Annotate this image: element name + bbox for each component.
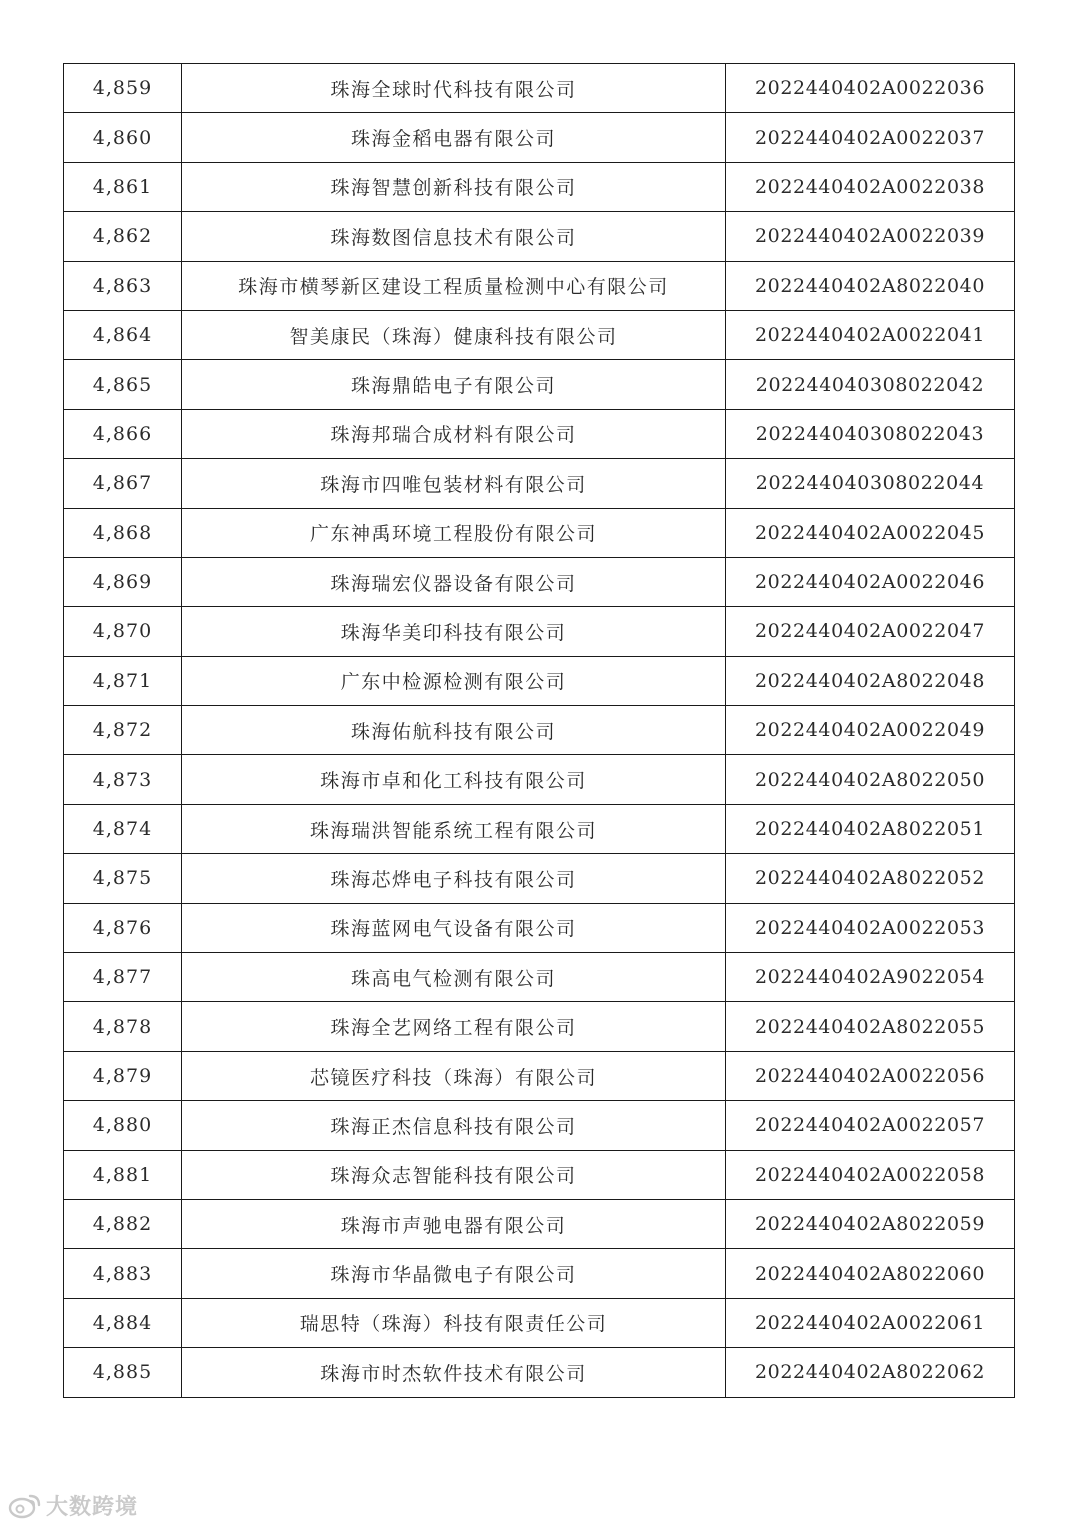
registration-code-cell: 2022440402A8022050 [726, 755, 1015, 804]
table-row [64, 854, 1015, 903]
watermark [8, 1490, 138, 1521]
registration-code-cell: 2022440402A0022057 [726, 1101, 1015, 1150]
company-name-cell: 珠海市卓和化工科技有限公司 [182, 755, 726, 804]
row-number-cell: 4,879 [64, 1051, 182, 1100]
company-name-cell: 珠海市横琴新区建设工程质量检测中心有限公司 [182, 261, 726, 310]
registration-code-cell: 2022440402A9022054 [726, 953, 1015, 1002]
company-name-cell: 珠海金稻电器有限公司 [182, 113, 726, 162]
company-name-cell: 广东中检源检测有限公司 [182, 656, 726, 705]
table-row [64, 508, 1015, 557]
row-number-cell: 4,885 [64, 1348, 182, 1397]
company-name-cell: 珠海市时杰软件技术有限公司 [182, 1348, 726, 1397]
row-number-cell: 4,863 [64, 261, 182, 310]
table-row [64, 1002, 1015, 1051]
company-name-cell: 珠海全艺网络工程有限公司 [182, 1002, 726, 1051]
row-number-cell: 4,880 [64, 1101, 182, 1150]
company-name-cell: 珠海鼎皓电子有限公司 [182, 360, 726, 409]
company-name-cell: 珠海蓝网电气设备有限公司 [182, 903, 726, 952]
registration-code-cell: 2022440402A0022053 [726, 903, 1015, 952]
table-row [64, 360, 1015, 409]
table-row [64, 261, 1015, 310]
weibo-logo-icon [8, 1493, 42, 1519]
registration-code-cell: 2022440402A8022040 [726, 261, 1015, 310]
registration-code-cell: 2022440402A0022041 [726, 310, 1015, 359]
table-row [64, 706, 1015, 755]
company-name-cell: 珠海正杰信息科技有限公司 [182, 1101, 726, 1150]
table-row [64, 1051, 1015, 1100]
row-number-cell: 4,873 [64, 755, 182, 804]
registration-code-cell: 2022440402A8022052 [726, 854, 1015, 903]
table-row [64, 310, 1015, 359]
registration-code-cell: 2022440402A0022056 [726, 1051, 1015, 1100]
registration-code-cell: 202244040308022043 [726, 409, 1015, 458]
table-row [64, 113, 1015, 162]
table-row [64, 1298, 1015, 1347]
table-body [64, 64, 1015, 1398]
table-row [64, 1101, 1015, 1150]
row-number-cell: 4,872 [64, 706, 182, 755]
row-number-cell: 4,870 [64, 607, 182, 656]
registration-code-cell: 202244040308022042 [726, 360, 1015, 409]
row-number-cell: 4,859 [64, 64, 182, 113]
company-name-cell: 珠海瑞宏仪器设备有限公司 [182, 557, 726, 606]
watermark-text: 大数跨境 [46, 1495, 139, 1520]
row-number-cell: 4,869 [64, 557, 182, 606]
registration-code-cell: 2022440402A8022062 [726, 1348, 1015, 1397]
registration-code-cell: 2022440402A8022055 [726, 1002, 1015, 1051]
table-row [64, 162, 1015, 211]
row-number-cell: 4,862 [64, 212, 182, 261]
row-number-cell: 4,864 [64, 310, 182, 359]
registration-code-cell: 2022440402A8022060 [726, 1249, 1015, 1298]
row-number-cell: 4,871 [64, 656, 182, 705]
row-number-cell: 4,866 [64, 409, 182, 458]
company-name-cell: 珠海华美印科技有限公司 [182, 607, 726, 656]
table-row [64, 1150, 1015, 1199]
row-number-cell: 4,861 [64, 162, 182, 211]
company-name-cell: 珠海数图信息技术有限公司 [182, 212, 726, 261]
row-number-cell: 4,877 [64, 953, 182, 1002]
row-number-cell: 4,884 [64, 1298, 182, 1347]
table-row [64, 1249, 1015, 1298]
row-number-cell: 4,881 [64, 1150, 182, 1199]
registration-code-cell: 2022440402A0022038 [726, 162, 1015, 211]
company-name-cell: 瑞思特（珠海）科技有限责任公司 [182, 1298, 726, 1347]
registration-code-cell: 2022440402A0022039 [726, 212, 1015, 261]
table-row [64, 64, 1015, 113]
table-row [64, 1348, 1015, 1397]
row-number-cell: 4,878 [64, 1002, 182, 1051]
registration-code-cell: 2022440402A8022048 [726, 656, 1015, 705]
company-name-cell: 珠海瑞洪智能系统工程有限公司 [182, 804, 726, 853]
table-row [64, 804, 1015, 853]
registration-code-cell: 2022440402A0022058 [726, 1150, 1015, 1199]
table-row [64, 1199, 1015, 1248]
company-name-cell: 芯镜医疗科技（珠海）有限公司 [182, 1051, 726, 1100]
registration-code-cell: 2022440402A0022049 [726, 706, 1015, 755]
registration-code-cell: 2022440402A0022036 [726, 64, 1015, 113]
table-row [64, 607, 1015, 656]
row-number-cell: 4,882 [64, 1199, 182, 1248]
table-row [64, 755, 1015, 804]
table-row [64, 656, 1015, 705]
table-row [64, 409, 1015, 458]
registration-code-cell: 2022440402A0022061 [726, 1298, 1015, 1347]
company-name-cell: 珠海市四唯包装材料有限公司 [182, 459, 726, 508]
registration-code-cell: 2022440402A0022045 [726, 508, 1015, 557]
company-registry-table [63, 63, 1015, 1398]
row-number-cell: 4,874 [64, 804, 182, 853]
registration-code-cell: 2022440402A8022051 [726, 804, 1015, 853]
registration-code-cell: 2022440402A0022046 [726, 557, 1015, 606]
row-number-cell: 4,865 [64, 360, 182, 409]
company-name-cell: 广东神禹环境工程股份有限公司 [182, 508, 726, 557]
company-name-cell: 珠海佑航科技有限公司 [182, 706, 726, 755]
registration-code-cell: 2022440402A0022047 [726, 607, 1015, 656]
company-name-cell: 珠海芯烨电子科技有限公司 [182, 854, 726, 903]
table-row [64, 212, 1015, 261]
row-number-cell: 4,867 [64, 459, 182, 508]
registration-code-cell: 2022440402A0022037 [726, 113, 1015, 162]
table-row [64, 459, 1015, 508]
registration-code-cell: 2022440402A8022059 [726, 1199, 1015, 1248]
company-name-cell: 珠海众志智能科技有限公司 [182, 1150, 726, 1199]
table-row [64, 903, 1015, 952]
row-number-cell: 4,860 [64, 113, 182, 162]
row-number-cell: 4,868 [64, 508, 182, 557]
registry-sheet [63, 63, 1015, 1398]
company-name-cell: 珠海邦瑞合成材料有限公司 [182, 409, 726, 458]
company-name-cell: 珠高电气检测有限公司 [182, 953, 726, 1002]
company-name-cell: 珠海智慧创新科技有限公司 [182, 162, 726, 211]
row-number-cell: 4,876 [64, 903, 182, 952]
company-name-cell: 珠海市声驰电器有限公司 [182, 1199, 726, 1248]
table-row [64, 557, 1015, 606]
registration-code-cell: 202244040308022044 [726, 459, 1015, 508]
row-number-cell: 4,883 [64, 1249, 182, 1298]
company-name-cell: 珠海市华晶微电子有限公司 [182, 1249, 726, 1298]
row-number-cell: 4,875 [64, 854, 182, 903]
table-row [64, 953, 1015, 1002]
company-name-cell: 珠海全球时代科技有限公司 [182, 64, 726, 113]
company-name-cell: 智美康民（珠海）健康科技有限公司 [182, 310, 726, 359]
